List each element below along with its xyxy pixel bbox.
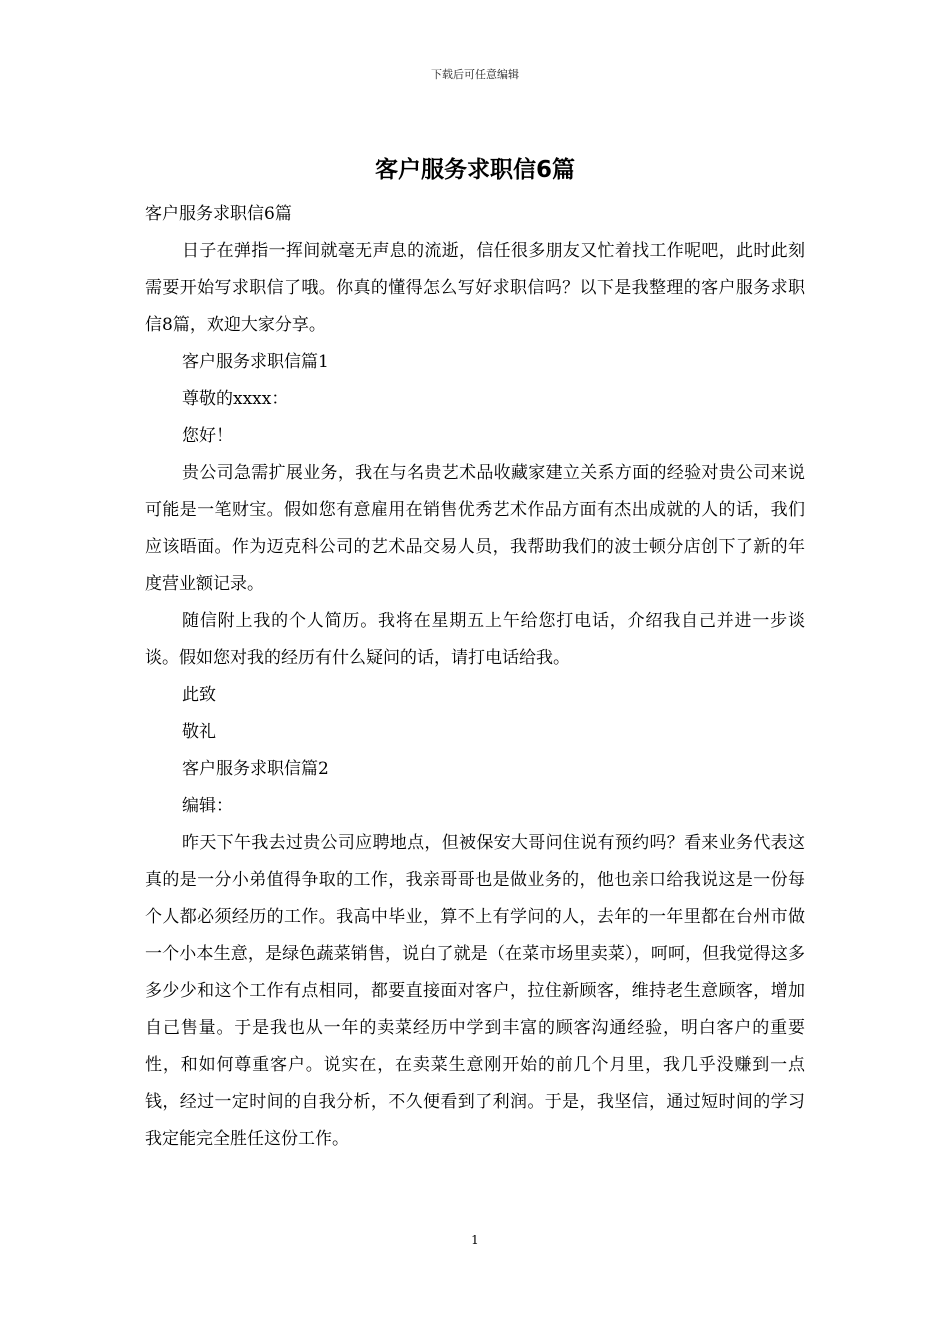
paragraph: 尊敬的xxxx： (182, 389, 289, 409)
paragraph: 客户服务求职信篇2 (182, 759, 329, 779)
page-number: 1 (471, 1233, 479, 1247)
document-title: 客户服务求职信6篇 (374, 157, 575, 183)
paragraph: 编辑： (182, 796, 233, 816)
paragraph: 客户服务求职信6篇 (145, 204, 292, 224)
paragraph: 日子在弹指一挥间就毫无声息的流逝，信任很多朋友又忙着找工作呢吧，此时此刻需要开始写求职信了哦。你真的懂得怎么写好求职信吗？以下是我整理的客户服务求职信8篇，欢迎大家分享。 (145, 241, 805, 335)
paragraph: 您好！ (182, 426, 233, 446)
paragraph: 敬礼 (182, 722, 216, 742)
paragraph: 随信附上我的个人简历。我将在星期五上午给您打电话，介绍我自己并进一步谈谈。假如您对我的经历有什么疑问的话，请打电话给我。 (145, 611, 805, 668)
header-note: 下载后可任意编辑 (431, 68, 519, 81)
paragraph: 客户服务求职信篇1 (182, 352, 329, 372)
paragraph: 贵公司急需扩展业务，我在与名贵艺术品收藏家建立关系方面的经验对贵公司来说可能是一笔财宝。假如您有意雇用在销售优秀艺术作品方面有杰出成就的人的话，我们应该晤面。作为迈克科公司的艺术品交易人员，我帮助我们的波士顿分店创下了新的年度营业额记录。 (145, 463, 805, 594)
paragraph: 昨天下午我去过贵公司应聘地点，但被保安大哥问住说有预约吗？看来业务代表这真的是一分小弟值得争取的工作，我亲哥哥也是做业务的，他也亲口给我说这是一份每个人都必须经历的工作。我高中毕业，算不上有学问的人，去年的一年里都在台州市做一个小本生意，是绿色蔬菜销售，说白了就是（在菜市场里卖菜），呵呵，但我觉得这多多少少和这个工作有点相同，都要直接面对客户，拉住新顾客，维持老生意顾客，增加自己售量。于是我也从一年的卖菜经历中学到丰富的顾客沟通经验，明白客户的重要性，和如何尊重客户。说实在，在卖菜生意刚开始的前几个月里，我几乎没赚到一点钱，经过一定时间的自我分析，不久便看到了利润。于是，我坚信，通过短时间的学习我定能完全胜任这份工作。 (145, 833, 805, 1149)
document-body (145, 196, 805, 1158)
paragraph: 此致 (182, 685, 216, 705)
